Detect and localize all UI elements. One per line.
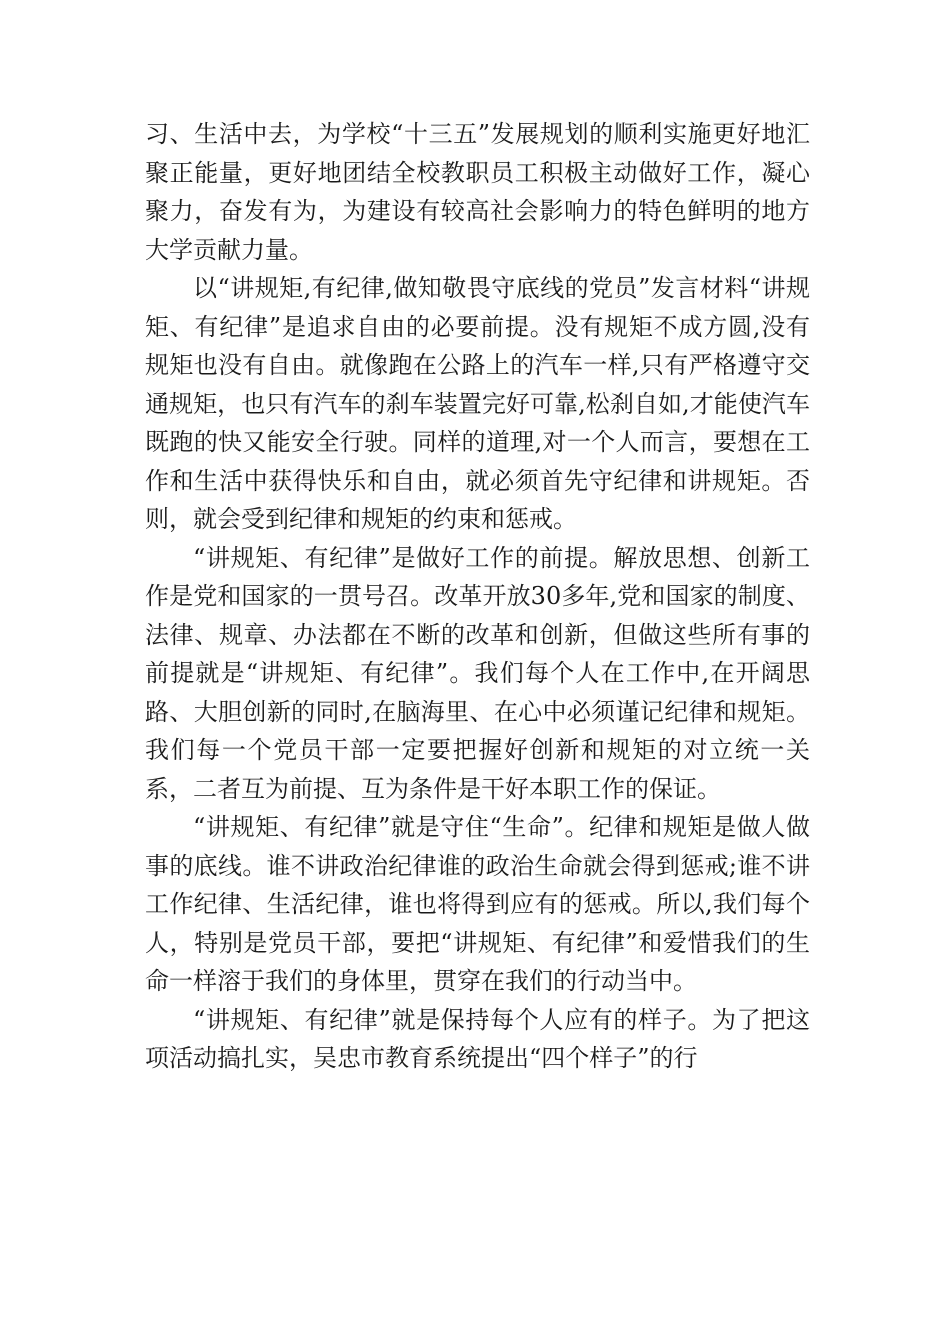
document-body [145,115,810,1078]
paragraph-discipline-example: “讲规矩、有纪律”就是保持每个人应有的样子。为了把这项活动搞扎实，吴忠市教育系统提出“四个样子”的行 [145,1005,810,1072]
paragraph-continuation: 习、生活中去，为学校“十三五”发展规划的顺利实施更好地汇聚正能量，更好地团结全校教职员工积极主动做好工作，凝心聚力，奋发有为，为建设有较高社会影响力的特色鲜明的地方大学贡献力量。 [145,120,810,264]
paragraph-discipline-freedom: 以“讲规矩,有纪律,做知敬畏守底线的党员”发言材料“讲规矩、有纪律”是追求自由的必要前提。没有规矩不成方圆,没有规矩也没有自由。就像跑在公路上的汽车一样,只有严格遵守交通规矩，也只有汽车的刹车装置完好可靠,松刹自如,才能使汽车既跑的快又能安全行驶。同样的道理,对一个人而言，要想在工作和生活中获得快乐和自由，就必须首先守纪律和讲规矩。否则，就会受到纪律和规矩的约束和惩戒。 [145,274,810,533]
paragraph-discipline-work: “讲规矩、有纪律”是做好工作的前提。解放思想、创新工作是党和国家的一贯号召。改革开放30多年,党和国家的制度、法律、规章、办法都在不断的改革和创新，但做这些所有事的前提就是“讲规矩、有纪律”。我们每个人在工作中,在开阔思路、大胆创新的同时,在脑海里、在心中必须谨记纪律和规矩。我们每一个党员干部一定要把握好创新和规矩的对立统一关系，二者互为前提、互为条件是干好本职工作的保证。 [145,543,810,803]
paragraph-discipline-life: “讲规矩、有纪律”就是守住“生命”。纪律和规矩是做人做事的底线。谁不讲政治纪律谁的政治生命就会得到惩戒;谁不讲工作纪律、生活纪律，谁也将得到应有的惩戒。所以,我们每个人，特别是党员干部，要把“讲规矩、有纪律”和爱惜我们的生命一样溶于我们的身体里，贯穿在我们的行动当中。 [145,813,810,995]
